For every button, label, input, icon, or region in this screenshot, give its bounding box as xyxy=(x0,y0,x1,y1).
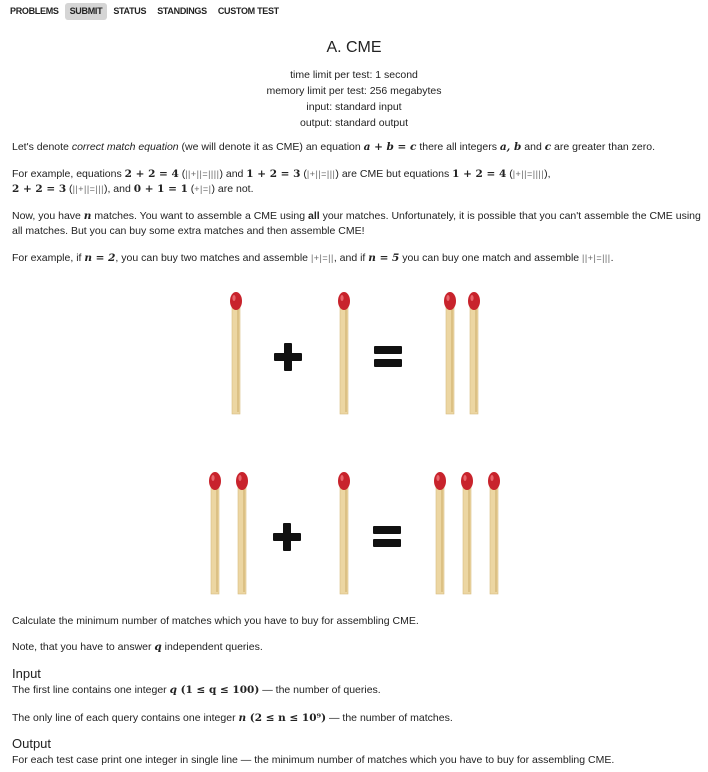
text: Let's denote xyxy=(12,141,72,153)
statement-paragraph-6 xyxy=(12,640,702,655)
matchstick xyxy=(444,292,456,414)
math-vars: a, b xyxy=(499,141,522,153)
nav-problems[interactable]: PROBLEMS xyxy=(10,6,59,16)
matches-right xyxy=(338,292,350,414)
text: Calculate the minimum number of matches which you have to buy for assembling CME. xyxy=(12,615,419,627)
text: ) are CME but equations xyxy=(335,168,453,180)
match-notation: |+||=|||| xyxy=(512,169,545,179)
statement-paragraph-1 xyxy=(12,140,702,155)
text: ) and xyxy=(219,168,247,180)
match-notation: |+|=|| xyxy=(310,253,334,263)
matches-left xyxy=(230,292,242,414)
matchstick xyxy=(338,472,350,594)
text: independent queries. xyxy=(161,641,263,653)
memory-limit: memory limit per test: 256 megabytes xyxy=(266,85,442,97)
math-constraint: (1 ≤ q ≤ 100) xyxy=(176,684,260,696)
text: and xyxy=(521,141,545,153)
statement-paragraph-2 xyxy=(12,167,702,197)
match-notation: ||+||=|||| xyxy=(185,169,220,179)
math-equation: 1 + 2 = 3 xyxy=(246,168,301,180)
term-cme: correct match equation xyxy=(71,141,179,153)
top-nav xyxy=(10,3,290,20)
statement-paragraph-4 xyxy=(12,251,708,266)
matches-right xyxy=(338,472,350,594)
math-equation: 1 + 2 = 4 xyxy=(452,168,507,180)
match-illustration-1 xyxy=(220,290,500,420)
text: are greater than zero. xyxy=(551,141,656,153)
matchstick xyxy=(338,292,350,414)
text: (we will denote it as CME) an equation xyxy=(178,141,364,153)
time-limit: time limit per test: 1 second xyxy=(290,69,418,81)
text: Now, you have xyxy=(12,210,84,222)
text: ( xyxy=(187,183,195,195)
nav-submit[interactable]: SUBMIT xyxy=(65,3,108,20)
statement-paragraph-5 xyxy=(12,614,702,629)
text: Note, that you have to answer xyxy=(12,641,155,653)
match-notation: |+||=||| xyxy=(306,169,336,179)
output-line-1 xyxy=(12,753,702,768)
match-illustration-2 xyxy=(200,470,510,600)
matchstick xyxy=(209,472,221,594)
text: For each test case print one integer in single line — the minimum number of matches which you have to buy for assembling CME. xyxy=(12,754,615,766)
text: ), and xyxy=(103,183,134,195)
text: — the number of matches. xyxy=(326,712,453,724)
text: there all integers xyxy=(416,141,500,153)
matchstick xyxy=(230,292,242,414)
matches-result xyxy=(434,472,500,594)
matches-result xyxy=(444,292,480,414)
nav-standings[interactable]: STANDINGS xyxy=(157,6,207,16)
text: ( xyxy=(300,168,307,180)
input-line-1 xyxy=(12,683,702,698)
equals-sign xyxy=(373,526,401,547)
text: ) are not. xyxy=(211,183,254,195)
text: ( xyxy=(506,168,513,180)
matchstick xyxy=(461,472,473,594)
math-equation: n = 2 xyxy=(84,252,116,264)
text: ), xyxy=(544,168,551,180)
text: your matches. Unfortunately, it is possible that you can't assemble the CME using all matches. But you can buy some extra matches and then assemble CME! xyxy=(12,210,701,237)
math-var: n xyxy=(238,712,247,724)
math-var: q xyxy=(169,684,177,696)
problem-title: A. CME xyxy=(326,39,382,56)
text: For example, equations xyxy=(12,168,125,180)
matches-left xyxy=(209,472,248,594)
math-var: c xyxy=(544,141,552,153)
match-notation: ||+||=||| xyxy=(72,184,104,194)
text: The first line contains one integer xyxy=(12,684,170,696)
text: matches. You want to assemble a CME using xyxy=(91,210,308,222)
text: ( xyxy=(66,183,73,195)
text: For example, if xyxy=(12,252,85,264)
math-equation: a + b = c xyxy=(363,141,417,153)
plus-sign xyxy=(273,523,301,551)
math-equation: 2 + 2 = 4 xyxy=(124,168,179,180)
equals-sign xyxy=(374,346,402,367)
math-equation: 2 + 2 = 3 xyxy=(12,183,67,195)
matchstick xyxy=(468,292,480,414)
text: . xyxy=(610,252,614,264)
output-spec: output: standard output xyxy=(300,117,408,129)
text: , and if xyxy=(333,252,369,264)
matchstick xyxy=(236,472,248,594)
math-equation: n = 5 xyxy=(368,252,400,264)
math-var: q xyxy=(154,641,162,653)
statement-paragraph-3 xyxy=(12,209,702,239)
math-equation: 0 + 1 = 1 xyxy=(133,183,188,195)
text: you can buy one match and assemble xyxy=(399,252,583,264)
math-constraint: (2 ≤ n ≤ 10⁹) xyxy=(246,712,327,724)
input-spec: input: standard input xyxy=(306,101,402,113)
matchstick xyxy=(488,472,500,594)
input-heading: Input xyxy=(12,666,41,681)
text: The only line of each query contains one integer xyxy=(12,712,239,724)
matchstick xyxy=(434,472,446,594)
input-line-2 xyxy=(12,711,702,726)
math-var: n xyxy=(83,210,92,222)
emphasis-all: all xyxy=(307,210,320,222)
text: , you can buy two matches and assemble xyxy=(115,252,311,264)
nav-status[interactable]: STATUS xyxy=(113,6,147,16)
output-heading: Output xyxy=(12,736,52,751)
match-notation: +|=| xyxy=(194,184,212,194)
text: — the number of queries. xyxy=(259,684,381,696)
plus-sign xyxy=(274,343,302,371)
match-notation: ||+|=||| xyxy=(582,253,611,263)
problem-limits xyxy=(0,67,708,131)
text: ( xyxy=(178,168,186,180)
nav-custom-test[interactable]: CUSTOM TEST xyxy=(217,6,279,16)
